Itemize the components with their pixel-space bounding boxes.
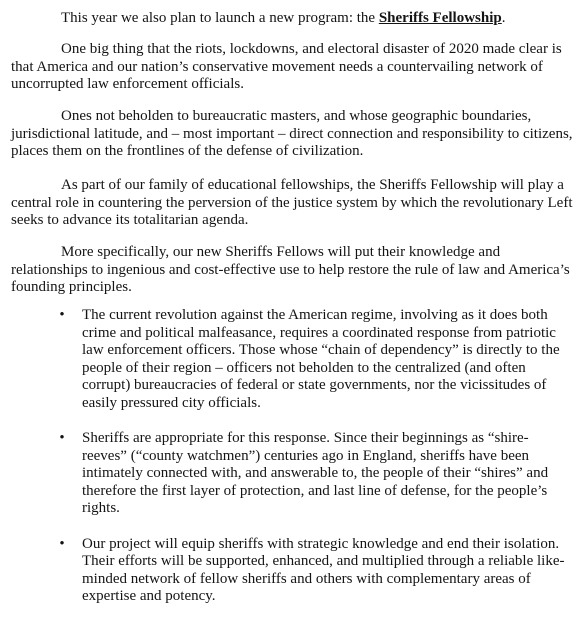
intro-text: This year we also plan to launch a new program: the	[61, 10, 379, 26]
bullet-text: Our project will equip sheriffs with strategic knowledge and end their isolation. Their efforts will be supported, enhanced, and multiplied through a reliable like-minded network of fellow sheriffs and others with complementary areas of expertise and potency.	[82, 535, 565, 604]
list-item	[55, 307, 570, 412]
list-item	[55, 536, 570, 606]
intro-period: .	[501, 10, 506, 26]
bullet-icon: •	[59, 430, 65, 446]
paragraph-not-beholden: Ones not beholden to bureaucratic masters, and whose geographic boundaries, jurisdictional latitude, and – most important – direct connection and responsibility to citizens, places them on the frontlines of the defense of civilization.	[11, 108, 573, 159]
bullet-text: Sheriffs are appropriate for this response. Since their beginnings as “shire-reeves” (“county watchmen”) centuries ago in England, sheriffs have been intimately connected with, and answerable to, the people of their “shires” and therefore the first layer of protection, and last line of defense, for the people’s rights.	[82, 430, 549, 516]
paragraph-sheriffs-fellows: More specifically, our new Sheriffs Fellows will put their knowledge and relationships to ingenious and cost-effective use to help restore the rule of law and America’s founding principles.	[11, 244, 570, 295]
intro-paragraph	[11, 10, 573, 28]
sheriffs-fellowship-heading: Sheriffs Fellowship	[378, 10, 502, 26]
bullet-text: The current revolution against the American regime, involving as it does both crime and political malfeasance, requires a coordinated response from patriotic law enforcement officers. Those whose “chain of dependency” is directly to the people of their region – officers not beholden to the centralized (and often corrupt) bureaucracies of federal or state governments, nor the vicissitudes of easily pressured city officials.	[82, 307, 560, 411]
bullet-icon: •	[59, 307, 65, 323]
bullet-list	[55, 307, 570, 606]
paragraph-family-of-fellowships: As part of our family of educational fellowships, the Sheriffs Fellowship will play a central role in countering the perversion of the justice system by which the revolutionary Left seeks to advance its totalitarian agenda.	[11, 177, 573, 228]
paragraph-2020-network: One big thing that the riots, lockdowns, and electoral disaster of 2020 made clear is that America and our nation’s conservative movement needs a countervailing network of uncorrupted law enforcement officials.	[11, 41, 562, 92]
bullet-icon: •	[59, 535, 65, 552]
list-item	[55, 430, 570, 518]
